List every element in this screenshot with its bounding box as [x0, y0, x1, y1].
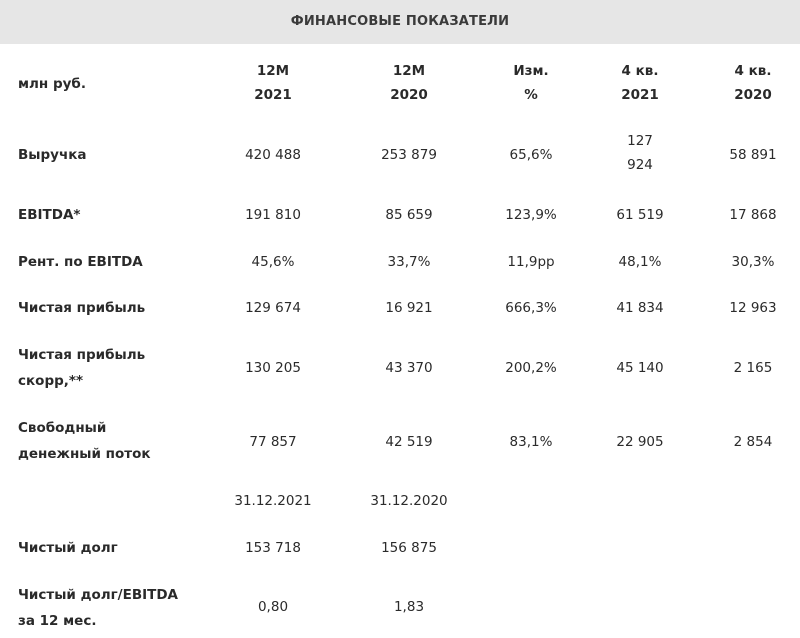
header-col-4q-2021 — [621, 59, 659, 107]
cell-margin-4q-2021: 48,1% — [618, 254, 662, 270]
cell-line: 924 — [627, 157, 653, 173]
cell-margin-4q-2020: 30,3% — [731, 254, 775, 270]
header-year: % — [524, 87, 538, 103]
cell-revenue-12m-2021: 420 488 — [245, 147, 301, 163]
label-line: денежный поток — [18, 446, 151, 462]
cell-net-debt-2021: 153 718 — [245, 540, 301, 556]
cell-margin-12m-2020: 33,7% — [387, 254, 431, 270]
header-year: 2020 — [734, 87, 772, 103]
cell-adj-profit-12m-2021: 130 205 — [245, 360, 301, 376]
cell-net-profit-4q-2021: 41 834 — [616, 300, 664, 316]
cell-ebitda-12m-2020: 85 659 — [385, 207, 433, 223]
cell-net-debt-2020: 156 875 — [381, 540, 437, 556]
cell-fcf-4q-2021: 22 905 — [616, 434, 664, 450]
header-col-12m-2021 — [254, 59, 292, 107]
cell-adj-profit-12m-2020: 43 370 — [385, 360, 433, 376]
cell-fcf-12m-2020: 42 519 — [385, 434, 433, 450]
cell-adj-profit-change: 200,2% — [505, 360, 557, 376]
cell-ebitda-4q-2021: 61 519 — [616, 207, 664, 223]
cell-net-profit-12m-2021: 129 674 — [245, 300, 301, 316]
cell-leverage-2020: 1,83 — [393, 599, 425, 615]
cell-ebitda-change: 123,9% — [505, 207, 557, 223]
label-line: Свободный — [18, 420, 107, 436]
cell-revenue-4q-2021 — [627, 129, 653, 177]
row-label-adj-profit — [18, 342, 145, 394]
label-line: Чистый долг/EBITDA — [18, 587, 179, 603]
label-line: за 12 мес. — [18, 613, 97, 629]
cell-revenue-12m-2020: 253 879 — [381, 147, 437, 163]
row-label-net-profit: Чистая прибыль — [18, 300, 146, 316]
header-year: 2021 — [621, 87, 659, 103]
page-title: ФИНАНСОВЫЕ ПОКАЗАТЕЛИ — [290, 14, 510, 29]
row-label-margin: Рент. по EBITDA — [18, 254, 143, 270]
cell-fcf-4q-2020: 2 854 — [733, 434, 773, 450]
header-year: 2020 — [390, 87, 428, 103]
cell-ebitda-12m-2021: 191 810 — [245, 207, 301, 223]
row-label-net-debt: Чистый долг — [18, 540, 118, 556]
cell-margin-12m-2021: 45,6% — [251, 254, 295, 270]
row-label-fcf — [18, 415, 151, 467]
cell-adj-profit-4q-2020: 2 165 — [733, 360, 773, 376]
cell-net-profit-12m-2020: 16 921 — [385, 300, 433, 316]
cell-net-profit-change: 666,3% — [505, 300, 557, 316]
cell-ebitda-4q-2020: 17 868 — [729, 207, 777, 223]
header-period: 4 кв. — [621, 63, 659, 79]
header-period: Изм. — [513, 63, 549, 79]
date-2021: 31.12.2021 — [234, 493, 312, 509]
row-label-revenue: Выручка — [18, 147, 87, 163]
header-period: 12М — [392, 63, 426, 79]
label-line: скорр,** — [18, 373, 84, 389]
cell-fcf-12m-2021: 77 857 — [249, 434, 297, 450]
header-col-change — [513, 59, 548, 107]
date-2020: 31.12.2020 — [370, 493, 448, 509]
cell-leverage-2021: 0,80 — [257, 599, 289, 615]
header-year: 2021 — [254, 87, 292, 103]
label-line: Чистая прибыль — [18, 347, 146, 363]
row-label-ebitda: EBITDA* — [18, 207, 81, 223]
header-col-12m-2020 — [390, 59, 428, 107]
header-col-4q-2020 — [734, 59, 772, 107]
cell-revenue-change: 65,6% — [509, 147, 553, 163]
cell-adj-profit-4q-2021: 45 140 — [616, 360, 664, 376]
cell-revenue-4q-2020: 58 891 — [729, 147, 777, 163]
cell-margin-change: 11,9pp — [507, 254, 555, 270]
cell-net-profit-4q-2020: 12 963 — [729, 300, 777, 316]
cell-fcf-change: 83,1% — [509, 434, 553, 450]
row-label-leverage — [18, 582, 178, 634]
header-period: 12М — [256, 63, 290, 79]
header-period: 4 кв. — [734, 63, 772, 79]
cell-line: 127 — [627, 133, 653, 149]
unit-label: млн руб. — [18, 76, 86, 92]
